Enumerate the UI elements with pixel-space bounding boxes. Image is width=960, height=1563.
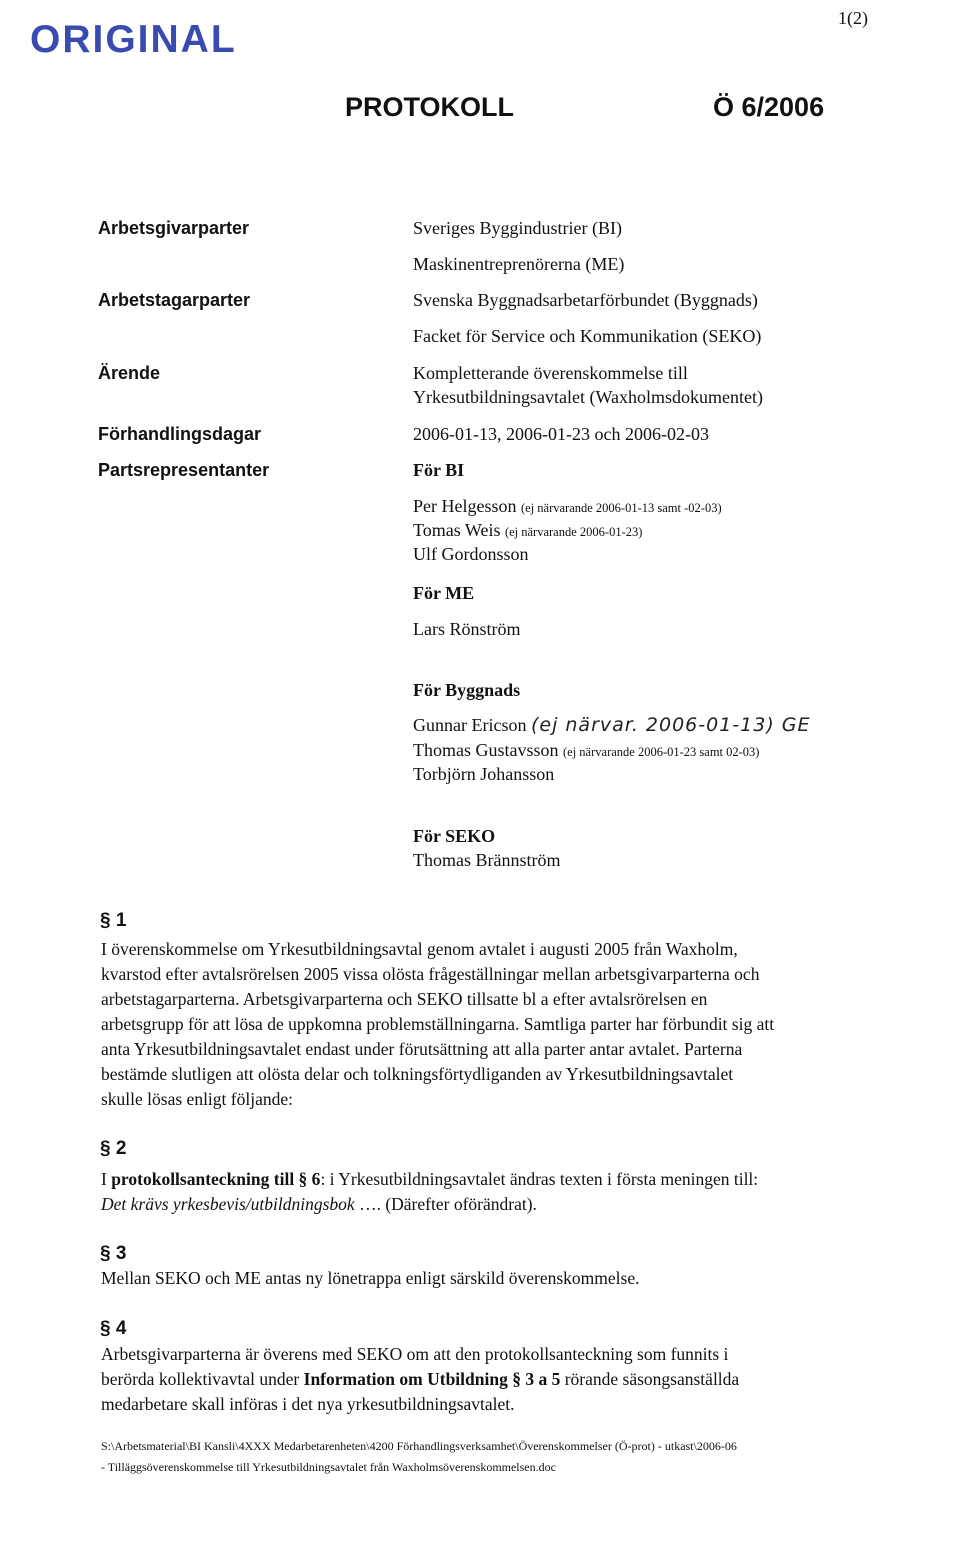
rep-me-1: Lars Rönström [413,619,521,639]
page-number: 1(2) [838,8,868,28]
text-line: Mellan SEKO och ME antas ny lönetrappa enligt särskild överenskommelse. [101,1268,640,1288]
section-3-text [101,1266,640,1291]
rep-seko-1: Thomas Brännström [413,850,561,870]
group-heading-seko: För SEKO [413,826,496,846]
employee-party-1: Svenska Byggnadsarbetarförbundet (Byggnads) [413,290,758,310]
document-title: PROTOKOLL [345,92,515,122]
rep-note: (ej närvarande 2006-01-23 samt 02-03) [563,745,760,759]
text-line: Arbetsgivarparterna är överens med SEKO om att den protokollsanteckning som funnits i [101,1344,729,1364]
text-span: …. (Därefter oförändrat). [354,1194,537,1214]
rep-byggnads-2 [413,740,759,761]
negotiation-days-value: 2006-01-13, 2006-01-23 och 2006-02-03 [413,424,709,444]
rep-bi-2 [413,520,642,541]
section-1-heading: § 1 [100,910,127,931]
section-3-heading: § 3 [100,1243,127,1264]
employer-parties-label: Arbetsgivarparter [98,218,250,238]
text-bold: Information om Utbildning § 3 a 5 [303,1369,561,1389]
text-line: kvarstod efter avtalsrörelsen 2005 vissa olösta frågeställningar mellan arbetsgivarparterna och [101,964,760,984]
rep-name: Gunnar Ericson [413,715,527,735]
section-2-text [101,1167,758,1217]
group-heading-byggnads: För Byggnads [413,680,521,700]
group-heading-me: För ME [413,583,475,603]
section-4-text [101,1342,739,1417]
rep-name: Thomas Gustavsson [413,740,559,760]
text-span: I [101,1169,112,1189]
handwritten-annotation: (ej närvar. 2006-01-13) GE [530,714,811,736]
matter-line-2: Yrkesutbildningsavtalet (Waxholmsdokumentet) [413,387,763,407]
rep-name: Tomas Weis [413,520,501,540]
section-2-heading: § 2 [100,1138,127,1159]
file-path-footer [101,1436,737,1478]
section-1-text [101,937,774,1112]
text-line: anta Yrkesutbildningsavtalet endast under förutsättning att alla parter antar avtalet. Parterna [101,1039,743,1059]
rep-byggnads-3: Torbjörn Johansson [413,764,555,784]
employer-party-1: Sveriges Byggindustrier (BI) [413,218,622,238]
rep-byggnads-1 [413,714,811,736]
negotiation-days-label: Förhandlingsdagar [98,424,262,444]
matter-label: Ärende [98,363,161,383]
employee-party-2: Facket för Service och Kommunikation (SEKO) [413,326,762,346]
text-line: arbetstagarparterna. Arbetsgivarparterna och SEKO tillsatte bl a efter avtalsrörelsen en [101,989,708,1009]
rep-bi-1 [413,496,722,517]
text-line [101,1367,739,1392]
group-heading-bi: För BI [413,460,465,480]
text-span: : i Yrkesutbildningsavtalet ändras texten i första meningen till: [320,1169,759,1189]
section-4-heading: § 4 [100,1318,127,1339]
text-line: skulle lösas enligt följande: [101,1089,293,1109]
employee-parties-label: Arbetstagarparter [98,290,251,310]
employer-party-2: Maskinentreprenörerna (ME) [413,254,625,274]
text-line: bestämde slutligen att olösta delar och tolkningsförtydliganden av Yrkesutbildningsavtalet [101,1064,734,1084]
text-line: arbetsgrupp för att lösa de uppkomna problemställningarna. Samtliga parter har förbundit sig att [101,1014,775,1034]
rep-note: (ej närvarande 2006-01-23) [504,525,643,539]
text-span: rörande säsongsanställda [560,1369,740,1389]
footer-line: - Tilläggsöverenskommelse till Yrkesutbildningsavtalet från Waxholmsöverenskommelsen.doc [101,1460,556,1474]
text-line [101,1167,758,1192]
text-line: medarbetare skall införas i det nya yrkesutbildningsavtalet. [101,1394,515,1414]
matter-line-1: Kompletterande överenskommelse till [413,363,688,383]
rep-name: Per Helgesson [413,496,517,516]
text-line [101,1192,758,1217]
text-italic: Det krävs yrkesbevis/utbildningsbok [101,1194,355,1214]
text-span: berörda kollektivavtal under [101,1369,304,1389]
footer-line: S:\Arbetsmaterial\BI Kansli\4XXX Medarbetarenheten\4200 Förhandlingsverksamhet\Överenskommelser (Ö-prot) - utkast\2006-06 [101,1439,737,1453]
representatives-label: Partsrepresentanter [98,460,270,480]
original-stamp: ORIGINAL [30,18,237,61]
rep-note: (ej närvarande 2006-01-13 samt -02-03) [520,501,722,515]
text-bold: protokollsanteckning till § 6 [111,1169,321,1189]
text-line: I överenskommelse om Yrkesutbildningsavtal genom avtalet i augusti 2005 från Waxholm, [101,939,738,959]
rep-bi-3: Ulf Gordonsson [413,544,529,564]
document-number: Ö 6/2006 [713,92,825,122]
